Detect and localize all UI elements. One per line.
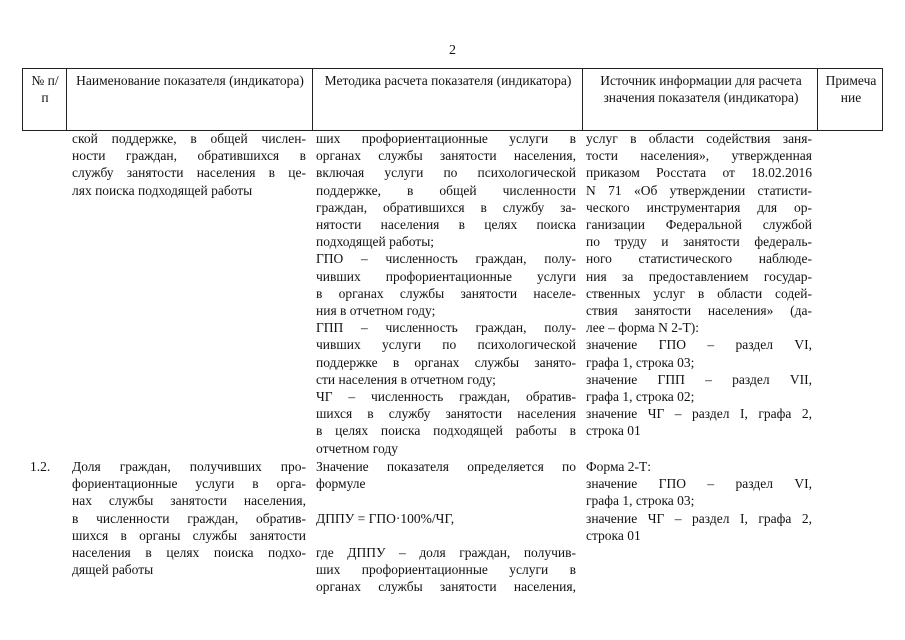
col-divider — [312, 68, 313, 130]
blank-line — [316, 492, 576, 509]
text-line: дящей работы — [72, 562, 154, 578]
text-line: ЧГ – численность граждан, обратив- — [316, 389, 576, 405]
text-line: нах службы занятости населения, — [72, 493, 306, 509]
text-line: значение ЧГ – раздел I, графа 2, — [586, 406, 812, 422]
text-line: ческого инструментария для ор- — [586, 199, 812, 215]
text-line: значение ГПО – раздел VI, — [586, 476, 812, 492]
text-line: Форма 2-Т: — [586, 459, 652, 474]
text-line: поддержке, в общей численности — [316, 182, 576, 198]
text-line: включая услуги по психологической — [316, 165, 576, 181]
text-line: значение ГПО – раздел VI, — [586, 337, 812, 353]
row12-source-cell — [586, 458, 812, 544]
col-divider — [882, 68, 883, 130]
text-line: приказом Росстата от 18.02.2016 — [586, 165, 812, 181]
text-line: строка 01 — [586, 423, 641, 439]
text-line: лях поиска подходящей работы — [72, 182, 253, 198]
text-line: услуг в области содействия заня- — [586, 131, 812, 146]
text-line: ГПП – численность граждан, полу- — [316, 320, 576, 336]
text-line: чивших услуги по психологической — [316, 337, 576, 353]
text-line: ших профориентационные услуги в — [316, 562, 576, 578]
text-line: по труду и занятости федераль- — [586, 234, 812, 250]
row12-name-cell — [72, 458, 306, 578]
text-line: где ДППУ – доля граждан, получив- — [316, 544, 576, 560]
text-line: в целях поиска подходящей работы в — [316, 423, 576, 439]
text-line: граждан, обратившихся в службу за- — [316, 199, 576, 215]
text-line: ного статистического наблюде- — [586, 251, 812, 267]
cont-source-cell — [586, 130, 812, 440]
text-line: поддержке в органах службы занято- — [316, 354, 576, 370]
text-line: сти населения в отчетном году; — [316, 371, 496, 387]
col-divider — [22, 68, 23, 130]
text-line: в численности граждан, обратив- — [72, 510, 306, 526]
text-line: органах службы занятости населения, — [316, 579, 576, 595]
text-line: подходящей работы; — [316, 234, 435, 250]
text-line: N 71 «Об утверждении статисти- — [586, 182, 812, 198]
text-line: чивших профориентационные услуги — [316, 268, 576, 284]
text-line: ших профориентационные услуги в — [316, 131, 576, 146]
text-line: формуле — [316, 476, 366, 492]
cont-method-cell — [316, 130, 576, 457]
text-line: графа 1, строка 02; — [586, 389, 695, 405]
cont-name-cell — [72, 130, 306, 199]
text-line: органах службы занятости населения, — [316, 148, 576, 164]
text-line: тости населения», утвержденная — [586, 148, 812, 164]
text-line: лее – форма N 2-Т): — [586, 320, 699, 336]
text-line: шихся в службу занятости населения — [316, 406, 576, 422]
text-line: ской поддержке, в общей числен- — [72, 131, 306, 146]
text-line: фориентационные услуги в орга- — [72, 476, 306, 492]
blank-line — [316, 527, 576, 544]
formula: ДППУ = ГПО·100%/ЧГ, — [316, 510, 455, 526]
text-line: ствия занятости населения» (да- — [586, 303, 812, 319]
text-line: Значение показателя определяется по — [316, 459, 576, 474]
row-number: 1.2. — [30, 459, 51, 474]
text-line: ния за предоставлением государ- — [586, 268, 812, 284]
table-top-border — [22, 68, 883, 69]
text-line: шихся в органы службы занятости — [72, 527, 306, 543]
text-line: ния в отчетном году; — [316, 303, 436, 319]
header-method: Методика расчета показателя (индикатора) — [324, 73, 572, 88]
text-line: ности граждан, обратившихся в — [72, 148, 306, 164]
header-num: № п/п — [31, 73, 59, 105]
text-line: ственных услуг в области содей- — [586, 285, 812, 301]
text-line: Доля граждан, получивших про- — [72, 459, 306, 474]
col-divider — [582, 68, 583, 130]
row12-method-cell — [316, 458, 576, 596]
col-divider — [66, 68, 67, 130]
text-line: ГПО – численность граждан, полу- — [316, 251, 576, 267]
text-line: графа 1, строка 03; — [586, 493, 695, 509]
header-name: Наименование показателя (индикатора) — [76, 73, 304, 88]
text-line: в органах службы занятости населе- — [316, 285, 576, 301]
text-line: графа 1, строка 03; — [586, 354, 695, 370]
page-number: 2 — [449, 43, 456, 58]
header-source: Источник информации для расчета значения показателя (индикатора) — [600, 73, 802, 105]
text-line: населения в целях поиска подхо- — [72, 545, 306, 561]
text-line: значение ЧГ – раздел I, графа 2, — [586, 510, 812, 526]
text-line: значение ГПП – раздел VII, — [586, 371, 812, 387]
text-line: службу занятости населения в це- — [72, 165, 306, 181]
header-note: Примечание — [825, 73, 877, 105]
text-line: ганизации Федеральной службой — [586, 217, 812, 233]
col-divider — [817, 68, 818, 130]
text-line: нятости населения в целях поиска — [316, 217, 576, 233]
text-line: отчетном году — [316, 440, 398, 456]
text-line: строка 01 — [586, 527, 641, 543]
